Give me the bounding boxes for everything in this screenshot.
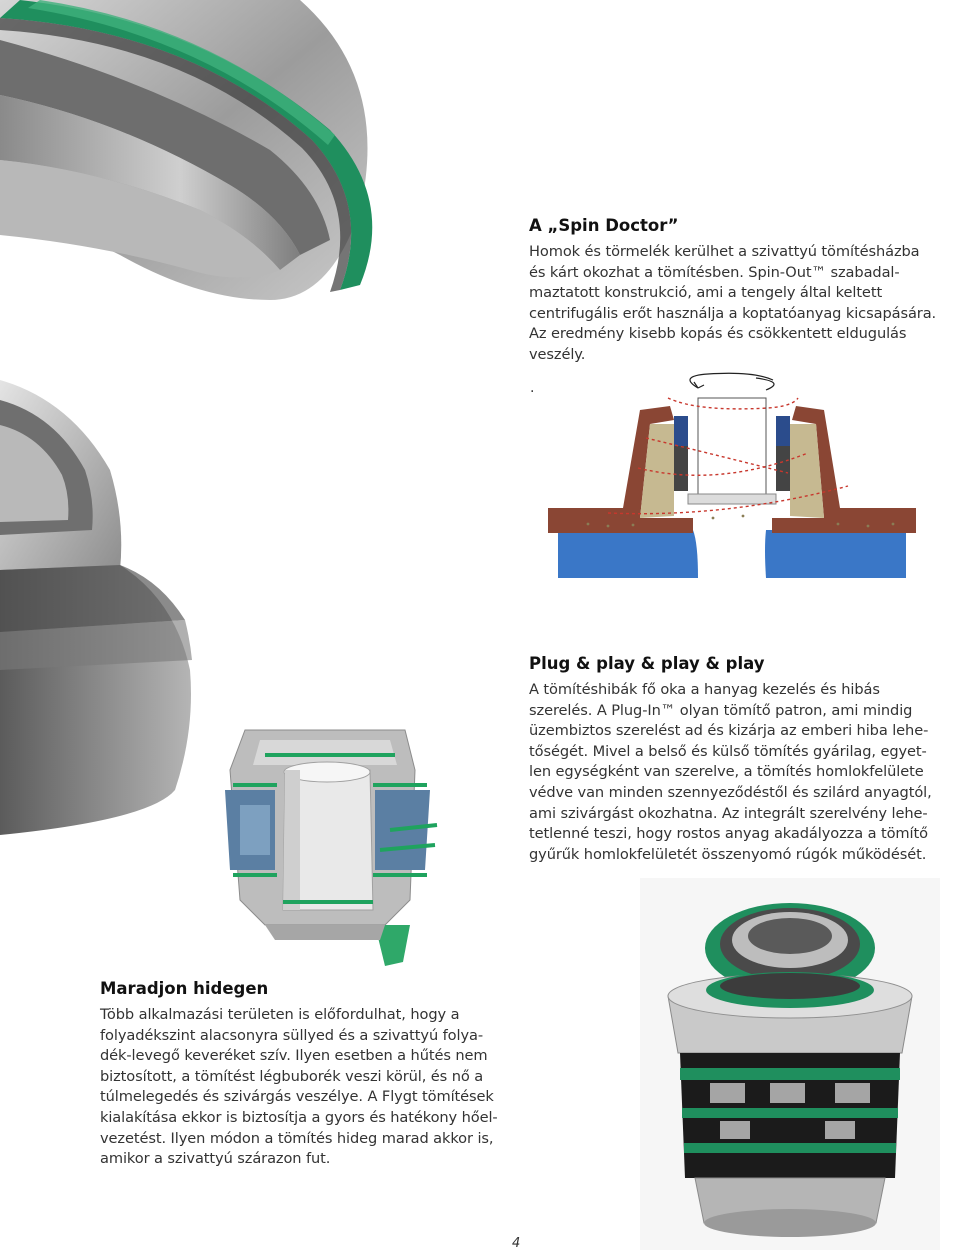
page-number: 4 (512, 1236, 521, 1251)
text-line: dék-levegő keveréket szív. Ilyen esetben a hűtés nem (100, 1047, 488, 1065)
text-line: gyűrűk homlokfelületét összenyomó rúgók működését. (529, 845, 927, 863)
text-line: vezetést. Ilyen módon a tömítés hideg marad akkor is, (100, 1129, 494, 1147)
plug-in-cartridge-photo (640, 878, 940, 1250)
text-line: Az eredmény kisebb kopás és csökkentett eldugulás (529, 325, 907, 343)
cartridge-cutaway-render (205, 710, 445, 970)
maradjon-hidegen-heading: Maradjon hidegen (100, 979, 269, 998)
text-line: túlmelegedés és szivárgás veszélye. A Flygt tömítések (100, 1088, 494, 1106)
text-line: biztosított, a tömítést légbuborék veszi körül, és nő a (100, 1067, 484, 1085)
text-line: üzembiztos szerelést ad és kizárja az emberi hiba lehe- (529, 722, 929, 740)
spin-doctor-section (529, 216, 936, 366)
seal-ring-photo (0, 0, 420, 310)
plug-play-section (529, 654, 932, 865)
spin-doctor-text (529, 242, 936, 366)
text-line: len egységként van szerelve, a tömítés homlokfelülete (529, 763, 924, 781)
text-line: veszély. (529, 345, 586, 363)
text-line: védve van minden szennyeződéstől és szilárd anyagtól, (529, 783, 932, 801)
maradjon-hidegen-text (100, 1005, 498, 1170)
stray-dot: . (530, 380, 535, 396)
text-line: A tömítéshibák fő oka a hanyag kezelés és hibás (529, 681, 880, 698)
text-line: amikor a szivattyú szárazon fut. (100, 1150, 331, 1168)
plug-play-text (529, 680, 932, 865)
text-line: szerelés. A Plug-In™ olyan tömítő patron, ami mindig (529, 701, 913, 719)
text-line: Homok és törmelék kerülhet a szivattyú tömítésházba (529, 243, 920, 260)
text-line: ami szivárgást okozhatna. Az integrált szerelvény lehe- (529, 804, 928, 822)
text-line: és kárt okozhat a tömítésben. Spin-Out™ szabadal- (529, 263, 900, 281)
spin-doctor-heading: A „Spin Doctor” (529, 216, 679, 235)
text-line: tetlenné teszi, hogy rostos anyag akadályozza a tömítő (529, 825, 928, 843)
cylinder-photo (0, 370, 230, 840)
maradjon-hidegen-section (100, 979, 498, 1170)
text-line: maztatott konstrukció, ami a tengely által keltett (529, 284, 883, 302)
text-line: folyadékszint alacsonyra süllyed és a szivattyú folya- (100, 1026, 484, 1044)
text-line: kialakítása ekkor is biztosítja a gyors és hatékony hőel- (100, 1108, 498, 1126)
text-line: centrifugális erőt használja a koptatóanyag kicsapására. (529, 304, 937, 322)
spin-out-cross-section-diagram (548, 368, 916, 578)
plug-play-heading: Plug & play & play & play (529, 654, 765, 673)
text-line: tőségét. Mivel a belső és külső tömítés gyárilag, egyet- (529, 742, 927, 760)
text-line: Több alkalmazási területen is előfordulhat, hogy a (100, 1006, 460, 1023)
